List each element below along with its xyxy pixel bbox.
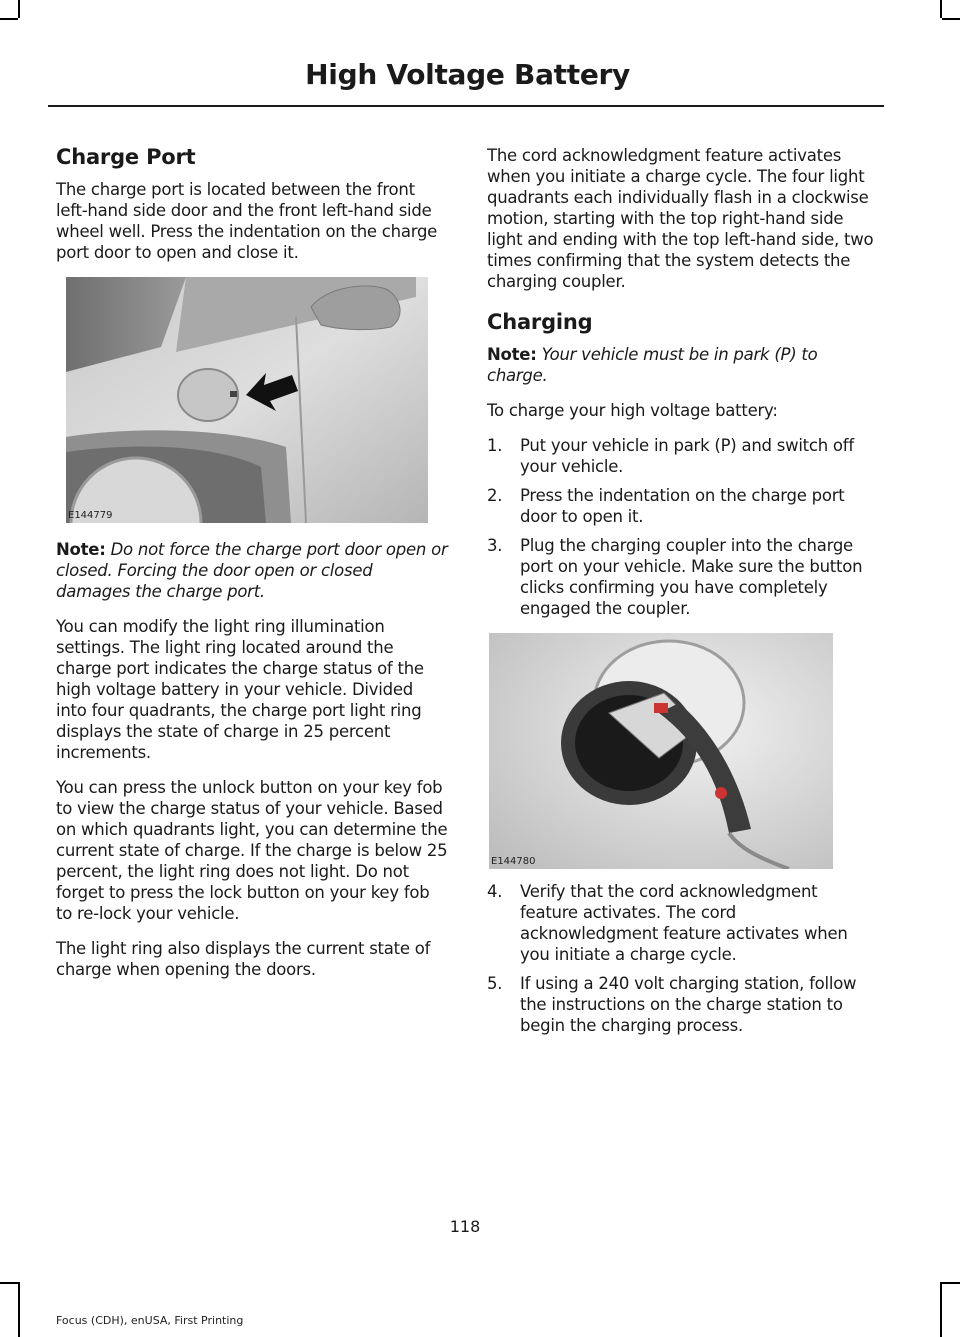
step-number: 4.: [487, 882, 503, 901]
step-item: [487, 973, 879, 1036]
charge-port-location-figure: [66, 277, 428, 523]
step-text: If using a 240 volt charging station, follow the instructions on the charge station to begin the charging process.: [520, 974, 857, 1035]
figure-code: E144779: [68, 510, 113, 521]
crop-mark: [940, 1282, 942, 1337]
crop-mark: [18, 1282, 20, 1337]
section-heading-charge-port: Charge Port: [56, 145, 196, 169]
step-item: [487, 435, 879, 477]
figure-code: E144780: [491, 856, 536, 867]
step-number: 3.: [487, 536, 503, 555]
step-number: 2.: [487, 486, 503, 505]
header-rule: [48, 105, 884, 107]
coupler-illustration: [489, 633, 833, 869]
step-number: 1.: [487, 436, 503, 455]
doors-paragraph: The light ring also displays the current state of charge when opening the doors.: [56, 939, 431, 979]
note-force-door: [56, 539, 448, 602]
step-text: Plug the charging coupler into the charge port on your vehicle. Make sure the button clicks confirming you have completely engaged the coupler.: [520, 536, 863, 618]
note-text: Do not force the charge port door open or closed. Forcing the door open or closed damages the charge port.: [56, 540, 448, 601]
note-label: Note:: [56, 540, 106, 559]
note-text: Your vehicle must be in park (P) to charge.: [487, 345, 818, 385]
section-heading-charging: Charging: [487, 310, 593, 334]
right-column: [487, 145, 879, 1044]
step-text: Put your vehicle in park (P) and switch off your vehicle.: [520, 436, 854, 476]
note-label: Note:: [487, 345, 537, 364]
step-item: [487, 881, 879, 965]
charge-port-intro: The charge port is located between the front left-hand side door and the front left-hand side wheel well. Press the indentation on the charge port door to open and close it.: [56, 180, 438, 262]
crop-mark: [0, 18, 18, 20]
crop-mark: [18, 0, 20, 18]
key-fob-paragraph: You can press the unlock button on your key fob to view the charge status of your vehicle. Based on which quadrants light, you can determine the current state of charge. If the charge is below 25 percent, the light ring does not light. Do not forget to press the lock button on your key fob to re-lock your vehicle.: [56, 778, 448, 923]
crop-mark: [942, 1282, 960, 1284]
edition-footer: Focus (CDH), enUSA, First Printing: [56, 1314, 244, 1327]
step-item: [487, 535, 879, 619]
note-park: [487, 344, 879, 386]
charging-steps: [487, 435, 879, 619]
cord-acknowledgment-paragraph: The cord acknowledgment feature activates when you initiate a charge cycle. The four light quadrants each individually flash in a clockwise motion, starting with the top right-hand side light and ending with the top left-hand side, two times confirming that the system detects the charging coupler.: [487, 146, 874, 291]
crop-mark: [940, 0, 942, 18]
step-number: 5.: [487, 974, 503, 993]
charging-coupler-figure: [489, 633, 833, 869]
charging-lead: To charge your high voltage battery:: [487, 401, 778, 420]
step-text: Verify that the cord acknowledgment feature activates. The cord acknowledgment feature activates when you initiate a charge cycle.: [520, 882, 848, 964]
crop-mark: [0, 1282, 18, 1284]
light-ring-paragraph: You can modify the light ring illumination settings. The light ring located around the charge port indicates the charge status of the high voltage battery in your vehicle. Divided into four quadrants, the charge port light ring displays the state of charge in 25 percent increments.: [56, 617, 424, 762]
step-text: Press the indentation on the charge port door to open it.: [520, 486, 845, 526]
step-item: [487, 485, 879, 527]
crop-mark: [942, 18, 960, 20]
page-title: High Voltage Battery: [305, 58, 630, 91]
left-column: [56, 145, 448, 994]
page-number: 118: [449, 1217, 481, 1236]
car-side-illustration: [66, 277, 428, 523]
charging-steps-continued: [487, 881, 879, 1036]
